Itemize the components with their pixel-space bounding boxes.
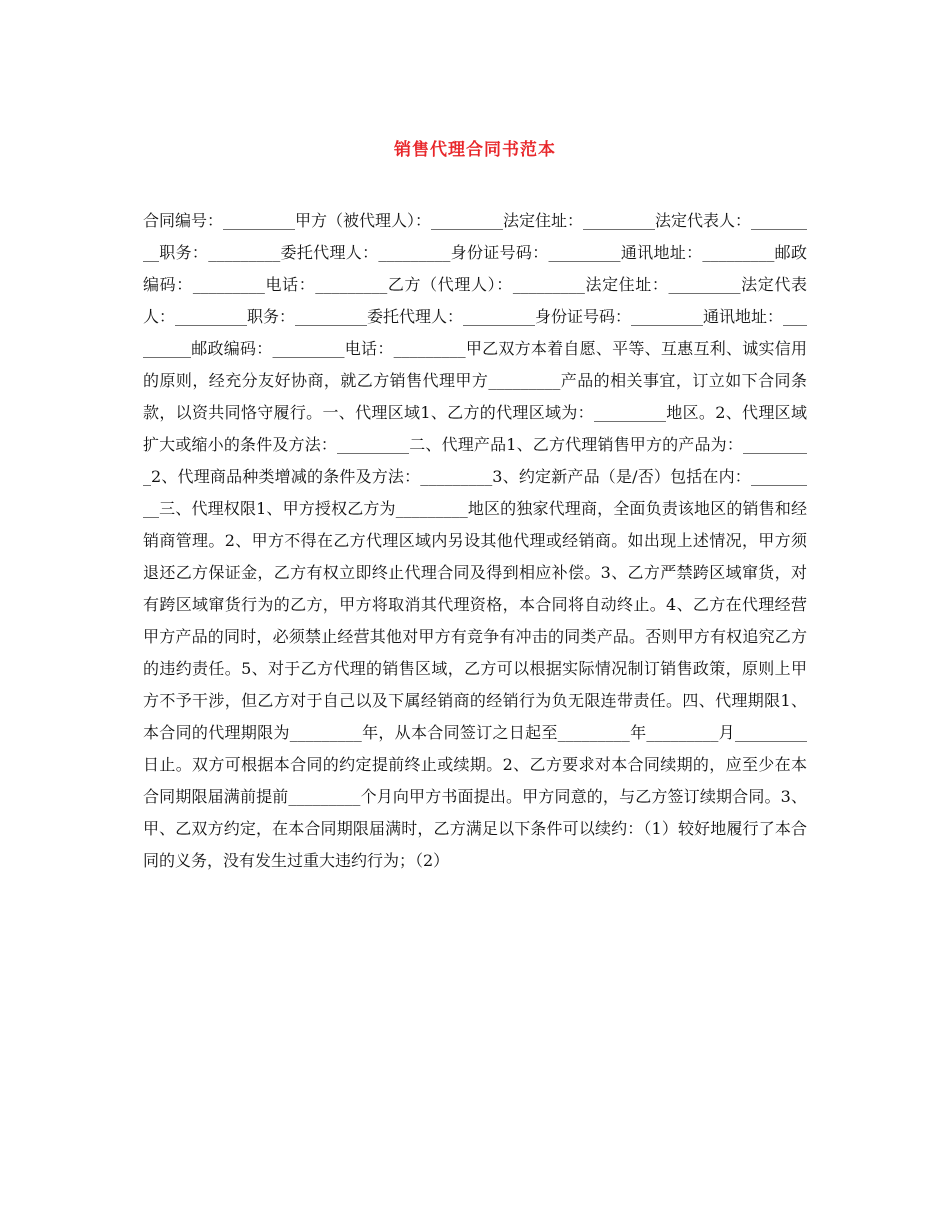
document-title: 销售代理合同书范本 bbox=[394, 140, 556, 160]
document-body: 合同编号：_________甲方（被代理人）：_________法定住址：_________法定代表人：_________职务：_________委托代理人：_________身份证号码：_________通讯地址：_________邮政编码：_________电话：_________乙方（代理人）：_________法定住址：_________法定代表人：_________职务：_________委托代理人：_________身份证号码：_________通讯地址：_________邮政编码：_________电话：_________甲乙双方本着自愿、平等、互惠互利、诚实信用的原则，经充分友好协商，就乙方销售代理甲方_________产品的相关事宜，订立如下合同条款，以资共同恪守履行。一、代理区域1、乙方的代理区域为：_________地区。2、代理区域扩大或缩小的条件及方法：_________二、代理产品1、乙方代理销售甲方的产品为：_________2、代理商品种类增减的条件及方法：_________3、约定新产品（是/否）包括在内：_________三、代理权限1、甲方授权乙方为_________地区的独家代理商，全面负责该地区的销售和经销商管理。2、甲方不得在乙方代理区域内另设其他代理或经销商。如出现上述情况，甲方须退还乙方保证金，乙方有权立即终止代理合同及得到相应补偿。3、乙方严禁跨区域窜货，对有跨区域窜货行为的乙方，甲方将取消其代理资格，本合同将自动终止。4、乙方在代理经营甲方产品的同时，必须禁止经营其他对甲方有竞争有冲击的同类产品。否则甲方有权追究乙方的违约责任。5、对于乙方代理的销售区域，乙方可以根据实际情况制订销售政策，原则上甲方不予干涉，但乙方对于自己以及下属经销商的经销行为负无限连带责任。四、代理期限1、本合同的代理期限为_________年，从本合同签订之日起至_________年_________月_________日止。双方可根据本合同的约定提前终止或续期。2、乙方要求对本合同续期的，应至少在本合同期限届满前提前_________个月向甲方书面提出。甲方同意的，与乙方签订续期合同。3、甲、乙双方约定，在本合同期限届满时，乙方满足以下条件可以续约：（1）较好地履行了本合同的义务，没有发生过重大违约行为；（2） bbox=[143, 211, 808, 870]
